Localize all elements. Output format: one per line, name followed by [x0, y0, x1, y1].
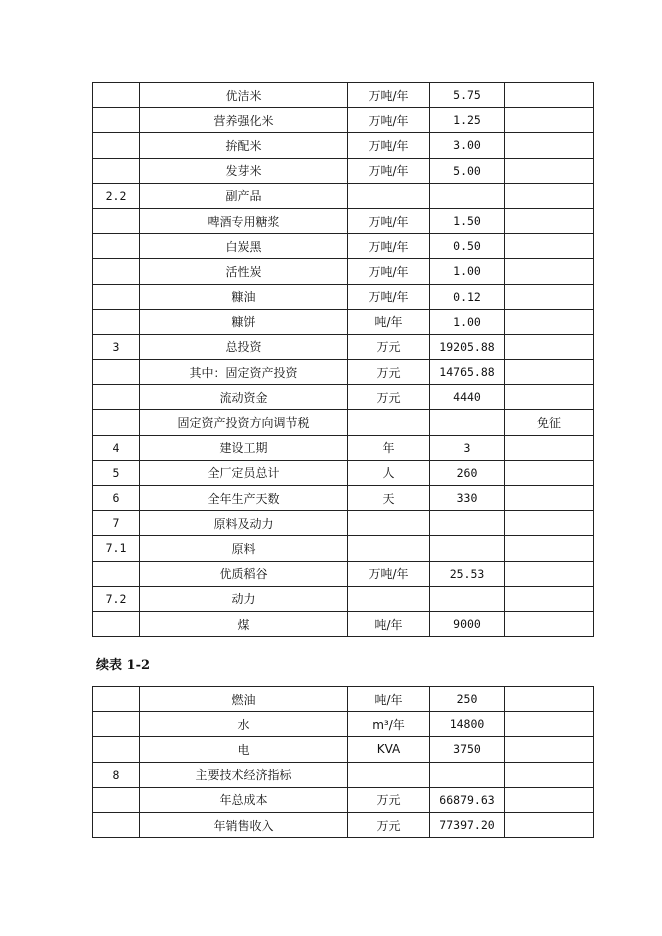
- table-row: [93, 812, 594, 837]
- table-row: [93, 737, 594, 762]
- table-row: [93, 762, 594, 787]
- cell-no: [93, 108, 140, 133]
- table-row: [93, 435, 594, 460]
- table-row: [93, 611, 594, 636]
- cell-item: 副产品: [140, 183, 348, 208]
- cell-no: 3: [93, 334, 140, 359]
- cell-unit: m³/年: [348, 712, 430, 737]
- cell-no: [93, 687, 140, 712]
- cell-unit: 万吨/年: [348, 561, 430, 586]
- cell-value: 3.00: [430, 133, 505, 158]
- cell-unit: 万吨/年: [348, 133, 430, 158]
- cell-unit: [348, 536, 430, 561]
- table-row: [93, 334, 594, 359]
- cell-item: 流动资金: [140, 385, 348, 410]
- cell-value: 14800: [430, 712, 505, 737]
- cell-value: 25.53: [430, 561, 505, 586]
- cell-item: 燃油: [140, 687, 348, 712]
- cell-note: [505, 183, 594, 208]
- cell-note: [505, 561, 594, 586]
- cell-no: [93, 712, 140, 737]
- cell-no: [93, 812, 140, 837]
- cell-value: [430, 586, 505, 611]
- cell-note: [505, 712, 594, 737]
- cell-item: 动力: [140, 586, 348, 611]
- cell-note: [505, 687, 594, 712]
- cell-unit: 万元: [348, 360, 430, 385]
- continued-table-caption: 续表 1-2: [96, 658, 151, 673]
- cell-value: 330: [430, 486, 505, 511]
- table-row: [93, 158, 594, 183]
- table-row: [93, 284, 594, 309]
- cell-item: 其中：固定资产投资: [140, 360, 348, 385]
- cell-note: [505, 486, 594, 511]
- cell-unit: 人: [348, 460, 430, 485]
- cell-note: [505, 511, 594, 536]
- cell-no: [93, 385, 140, 410]
- cell-item: 建设工期: [140, 435, 348, 460]
- cell-note: [505, 435, 594, 460]
- table-row: [93, 133, 594, 158]
- cell-unit: 万元: [348, 385, 430, 410]
- cell-item: 主要技术经济指标: [140, 762, 348, 787]
- table-row: [93, 787, 594, 812]
- cell-no: [93, 208, 140, 233]
- cell-no: [93, 234, 140, 259]
- cell-unit: [348, 762, 430, 787]
- cell-value: [430, 410, 505, 435]
- cell-note: [505, 133, 594, 158]
- table-row: [93, 208, 594, 233]
- cell-value: 1.25: [430, 108, 505, 133]
- cell-value: 1.50: [430, 208, 505, 233]
- cell-value: 3: [430, 435, 505, 460]
- cell-no: [93, 737, 140, 762]
- cell-note: [505, 762, 594, 787]
- cell-no: 5: [93, 460, 140, 485]
- cell-unit: [348, 511, 430, 536]
- cell-value: 77397.20: [430, 812, 505, 837]
- cell-item: 水: [140, 712, 348, 737]
- table-row: [93, 511, 594, 536]
- cell-no: [93, 83, 140, 108]
- cell-item: 糠油: [140, 284, 348, 309]
- table-row: [93, 360, 594, 385]
- table-row: [93, 183, 594, 208]
- cell-note: 免征: [505, 410, 594, 435]
- cell-note: [505, 108, 594, 133]
- cell-note: [505, 83, 594, 108]
- cell-value: [430, 183, 505, 208]
- table-row: [93, 83, 594, 108]
- cell-value: 0.50: [430, 234, 505, 259]
- cell-item: 糠饼: [140, 309, 348, 334]
- cell-value: 0.12: [430, 284, 505, 309]
- cell-value: 260: [430, 460, 505, 485]
- cell-value: 14765.88: [430, 360, 505, 385]
- cell-item: 啤酒专用糖浆: [140, 208, 348, 233]
- cell-note: [505, 385, 594, 410]
- cell-no: 2.2: [93, 183, 140, 208]
- table-row: [93, 108, 594, 133]
- cell-item: 优质稻谷: [140, 561, 348, 586]
- cell-unit: 年: [348, 435, 430, 460]
- cell-note: [505, 737, 594, 762]
- cell-unit: KVA: [348, 737, 430, 762]
- cell-value: 9000: [430, 611, 505, 636]
- cell-note: [505, 259, 594, 284]
- cell-unit: [348, 183, 430, 208]
- cell-value: [430, 762, 505, 787]
- cell-value: 5.75: [430, 83, 505, 108]
- cell-note: [505, 787, 594, 812]
- table-row: [93, 586, 594, 611]
- table-row: [93, 561, 594, 586]
- cell-item: 年销售收入: [140, 812, 348, 837]
- table-row: [93, 410, 594, 435]
- cell-note: [505, 536, 594, 561]
- cell-unit: 万元: [348, 812, 430, 837]
- cell-no: [93, 611, 140, 636]
- cell-note: [505, 284, 594, 309]
- cell-unit: 吨/年: [348, 687, 430, 712]
- cell-note: [505, 334, 594, 359]
- cell-value: 3750: [430, 737, 505, 762]
- cell-item: 发芽米: [140, 158, 348, 183]
- table-row: [93, 309, 594, 334]
- cell-item: 活性炭: [140, 259, 348, 284]
- cell-no: 4: [93, 435, 140, 460]
- cell-no: [93, 158, 140, 183]
- cell-item: 全厂定员总计: [140, 460, 348, 485]
- cell-value: 1.00: [430, 309, 505, 334]
- cell-no: [93, 309, 140, 334]
- indicator-table-continued: [92, 686, 594, 838]
- cell-unit: [348, 410, 430, 435]
- cell-unit: 万元: [348, 787, 430, 812]
- cell-item: 白炭黑: [140, 234, 348, 259]
- cell-no: [93, 410, 140, 435]
- cell-note: [505, 360, 594, 385]
- cell-unit: 万吨/年: [348, 284, 430, 309]
- cell-no: [93, 133, 140, 158]
- cell-unit: 万吨/年: [348, 234, 430, 259]
- table-row: [93, 687, 594, 712]
- cell-note: [505, 586, 594, 611]
- cell-unit: 万吨/年: [348, 108, 430, 133]
- cell-unit: 吨/年: [348, 309, 430, 334]
- cell-note: [505, 812, 594, 837]
- cell-item: 煤: [140, 611, 348, 636]
- cell-unit: 万吨/年: [348, 208, 430, 233]
- cell-item: 原料: [140, 536, 348, 561]
- cell-item: 年总成本: [140, 787, 348, 812]
- cell-unit: 天: [348, 486, 430, 511]
- cell-note: [505, 158, 594, 183]
- cell-unit: 万元: [348, 334, 430, 359]
- cell-value: 5.00: [430, 158, 505, 183]
- cell-item: 电: [140, 737, 348, 762]
- cell-no: 7: [93, 511, 140, 536]
- cell-no: [93, 561, 140, 586]
- cell-no: [93, 259, 140, 284]
- cell-unit: [348, 586, 430, 611]
- cell-unit: 万吨/年: [348, 83, 430, 108]
- cell-item: 优洁米: [140, 83, 348, 108]
- cell-item: 总投资: [140, 334, 348, 359]
- cell-no: [93, 284, 140, 309]
- cell-no: 8: [93, 762, 140, 787]
- cell-value: 250: [430, 687, 505, 712]
- table-row: [93, 486, 594, 511]
- table-row: [93, 259, 594, 284]
- cell-value: 19205.88: [430, 334, 505, 359]
- table-row: [93, 385, 594, 410]
- cell-no: 6: [93, 486, 140, 511]
- cell-no: 7.2: [93, 586, 140, 611]
- cell-note: [505, 208, 594, 233]
- cell-item: 全年生产天数: [140, 486, 348, 511]
- table-row: [93, 460, 594, 485]
- cell-note: [505, 309, 594, 334]
- cell-no: [93, 787, 140, 812]
- cell-value: 66879.63: [430, 787, 505, 812]
- cell-value: 1.00: [430, 259, 505, 284]
- cell-note: [505, 611, 594, 636]
- cell-item: 拚配米: [140, 133, 348, 158]
- cell-note: [505, 234, 594, 259]
- indicator-table: [92, 82, 594, 637]
- cell-unit: 万吨/年: [348, 158, 430, 183]
- cell-value: [430, 511, 505, 536]
- cell-no: [93, 360, 140, 385]
- cell-value: [430, 536, 505, 561]
- cell-unit: 万吨/年: [348, 259, 430, 284]
- cell-note: [505, 460, 594, 485]
- cell-unit: 吨/年: [348, 611, 430, 636]
- cell-item: 原料及动力: [140, 511, 348, 536]
- cell-item: 营养强化米: [140, 108, 348, 133]
- cell-no: 7.1: [93, 536, 140, 561]
- table-row: [93, 234, 594, 259]
- cell-item: 固定资产投资方向调节税: [140, 410, 348, 435]
- cell-value: 4440: [430, 385, 505, 410]
- table-row: [93, 712, 594, 737]
- table-row: [93, 536, 594, 561]
